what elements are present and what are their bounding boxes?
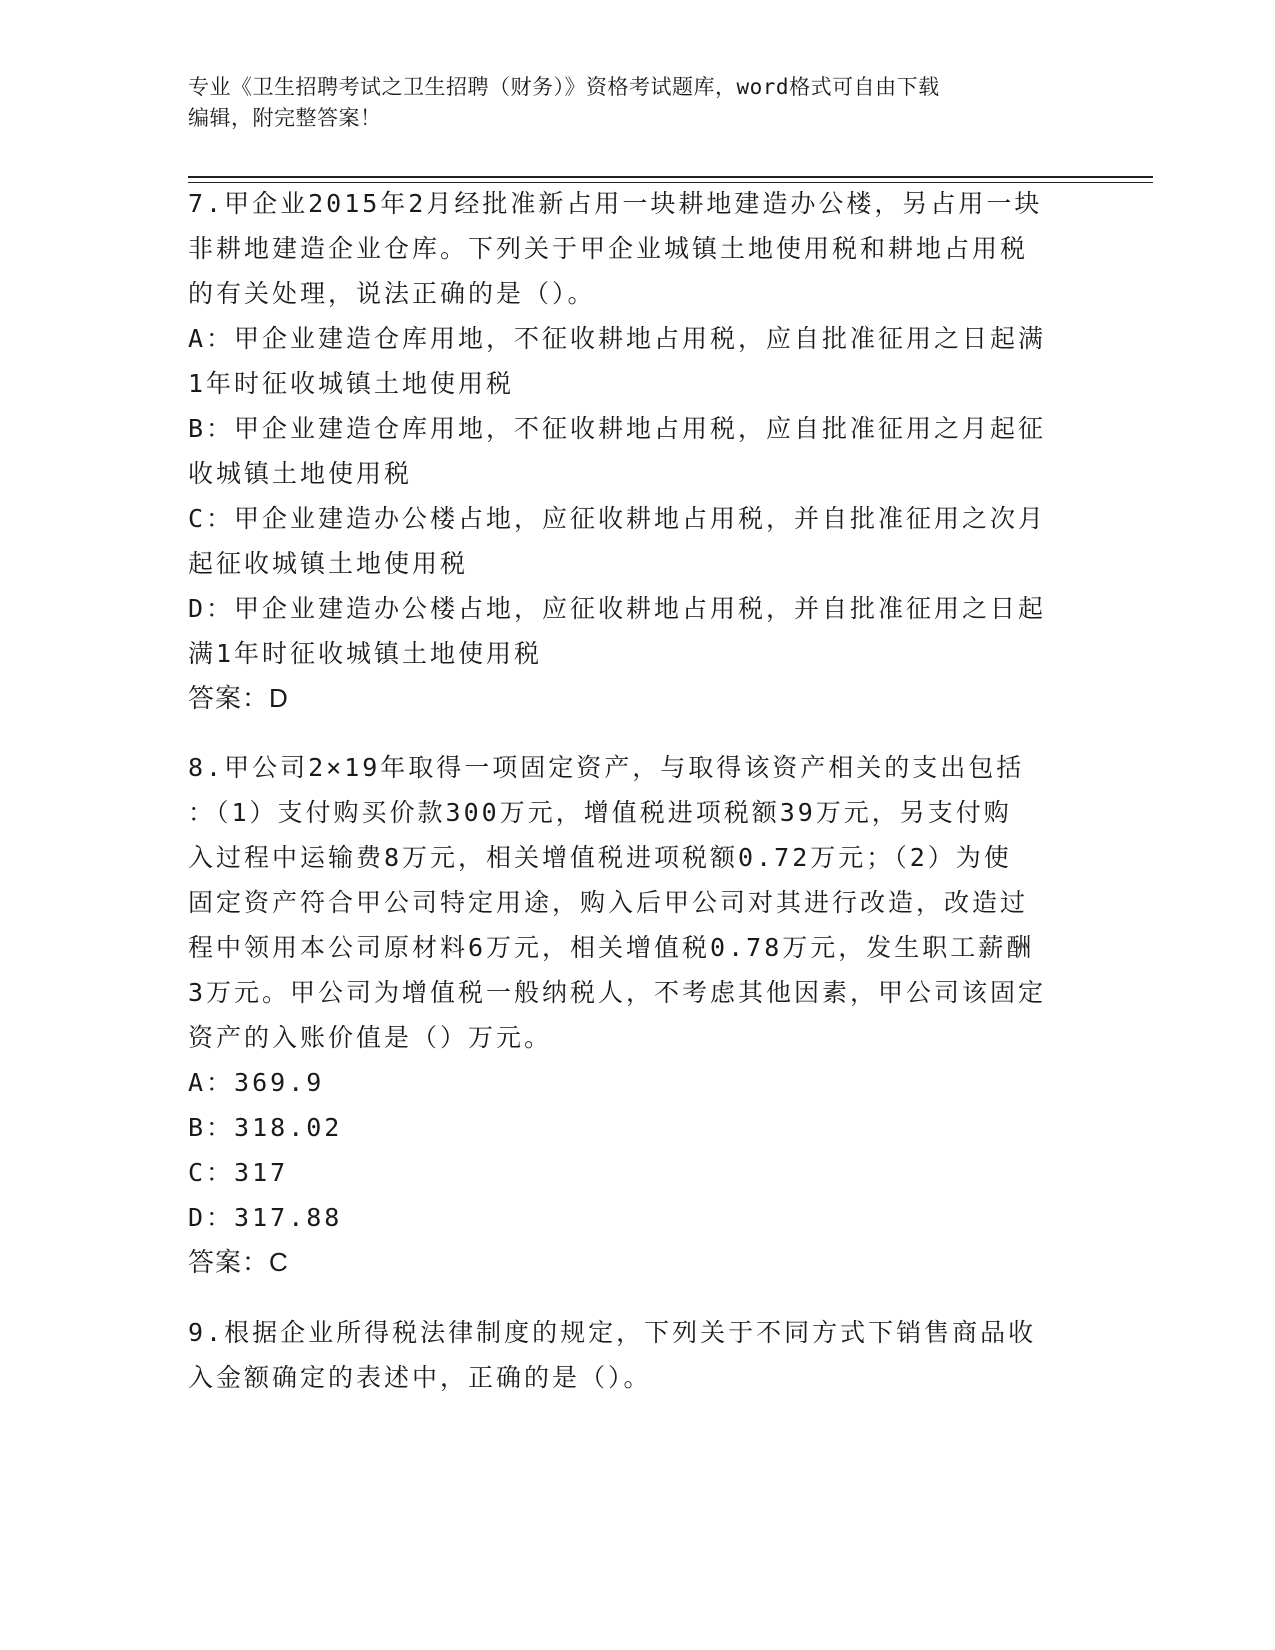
- option-b-line: 收城镇土地使用税: [188, 459, 413, 488]
- question-stem-line: 7.甲企业2015年2月经批准新占用一块耕地建造办公楼，另占用一块: [188, 189, 1043, 218]
- question-8: [188, 745, 1088, 1285]
- question-stem-line: ：（1）支付购买价款300万元，增值税进项税额39万元，另支付购: [188, 798, 1012, 827]
- question-7: [188, 181, 1088, 721]
- option-a-line: A：369.9: [188, 1068, 325, 1097]
- option-a-line: A：甲企业建造仓库用地，不征收耕地占用税，应自批准征用之日起满: [188, 324, 1047, 353]
- question-stem-line: 非耕地建造企业仓库。下列关于甲企业城镇土地使用税和耕地占用税: [188, 234, 1029, 263]
- option-d-line: D：甲企业建造办公楼占地，应征收耕地占用税，并自批准征用之日起: [188, 594, 1047, 623]
- question-stem-line: 入过程中运输费8万元，相关增值税进项税额0.72万元；（2）为使: [188, 843, 1012, 872]
- option-b-line: B：318.02: [188, 1113, 343, 1142]
- header-line-2: 编辑，附完整答案！: [188, 106, 382, 130]
- question-stem-line: 固定资产符合甲公司特定用途，购入后甲公司对其进行改造，改造过: [188, 888, 1029, 917]
- option-c-line: 起征收城镇土地使用税: [188, 549, 469, 578]
- question-stem-line: 入金额确定的表述中，正确的是（）。: [188, 1363, 652, 1392]
- option-a-line: 1年时征收城镇土地使用税: [188, 369, 515, 398]
- option-d-line: 满1年时征收城镇土地使用税: [188, 639, 543, 668]
- option-d-line: D：317.88: [188, 1203, 343, 1232]
- question-stem-line: 的有关处理，说法正确的是（）。: [188, 279, 596, 308]
- question-stem-line: 9.根据企业所得税法律制度的规定，下列关于不同方式下销售商品收: [188, 1318, 1037, 1347]
- question-stem-line: 资产的入账价值是（）万元。: [188, 1023, 553, 1052]
- option-b-line: B：甲企业建造仓库用地，不征收耕地占用税，应自批准征用之月起征: [188, 414, 1047, 443]
- question-stem-line: 3万元。甲公司为增值税一般纳税人，不考虑其他因素，甲公司该固定: [188, 978, 1047, 1007]
- answer-line: 答案：D: [188, 683, 289, 713]
- header-divider-thick: [188, 176, 1153, 178]
- answer-line: 答案：C: [188, 1247, 289, 1277]
- option-c-line: C：甲企业建造办公楼占地，应征收耕地占用税，并自批准征用之次月: [188, 504, 1047, 533]
- option-c-line: C：317: [188, 1158, 289, 1187]
- question-9: [188, 1310, 1088, 1400]
- question-stem-line: 程中领用本公司原材料6万元，相关增值税0.78万元，发生职工薪酬: [188, 933, 1035, 962]
- document-header: [188, 72, 1068, 134]
- header-line-1: 专业《卫生招聘考试之卫生招聘（财务）》资格考试题库，word格式可自由下载: [188, 75, 940, 99]
- question-stem-line: 8.甲公司2×19年取得一项固定资产，与取得该资产相关的支出包括: [188, 753, 1025, 782]
